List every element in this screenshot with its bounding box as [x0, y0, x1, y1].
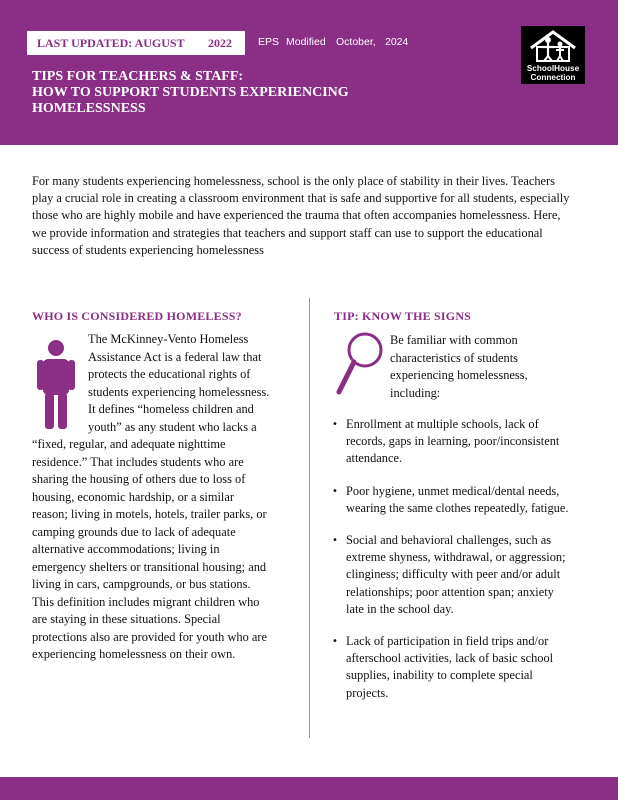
bullet-glyph: • — [332, 485, 338, 497]
eps-label: EPS — [258, 36, 280, 48]
signs-list — [318, 416, 574, 717]
title-line: TIPS FOR TEACHERS & STAFF: — [32, 69, 244, 84]
homeless-definition-text: The McKinney-Vento Homeless Assistance Act is a federal law that protects the educational rights of students experiencing homelessness. It defines “homeless children and youth” as any student who lacks a “fixed, regular, and adequate nighttime residence.” That includes students who are sharing the housing of others due to loss of housing, economic hardship, or a similar reason; living in motels, hotels, trailer parks, or camping grounds due to lack of adequate alternative accommodations; living in emergency shelters or transitional housing; and living in cars, campgrounds, or bus stations. This definition includes migrant children who are staying in these situations. Special protections also are provided for youth who are experiencing homelessness on their own. — [32, 332, 270, 661]
list-item — [318, 633, 574, 702]
homeless-definition-column — [32, 331, 272, 664]
section-heading-know-the-signs: TIP: KNOW THE SIGNS — [334, 309, 472, 323]
list-item-text: Lack of participation in field trips and/or afterschool activities, lack of basic school supplies, inability to complete special projects. — [346, 634, 554, 700]
bullet-glyph: • — [332, 419, 338, 430]
bullet-glyph: • — [332, 535, 338, 547]
last-updated-box — [27, 31, 245, 55]
list-item — [318, 532, 574, 618]
title-line: HOMELESSNESS — [32, 101, 146, 116]
list-item — [318, 416, 574, 468]
list-item-text: Enrollment at multiple schools, lack of records, gaps in learning, poor/inconsistent attendance. — [346, 417, 560, 466]
schoolhouse-connection-logo — [521, 26, 585, 84]
list-item-text: Social and behavioral challenges, such as extreme shyness, withdrawal, or aggression; clinginess; difficulty with peer and/or adult relationships; poor attention span; anxiety late in the school day. — [346, 533, 566, 616]
header-banner — [0, 0, 618, 145]
bullet-glyph: • — [332, 636, 338, 648]
footer-bar — [0, 777, 618, 800]
svg-text:Connection: Connection — [530, 73, 576, 82]
house-with-people-icon — [521, 26, 585, 84]
list-item-text: Poor hygiene, unmet medical/dental needs, wearing the same clothes repeatedly, fatigue. — [346, 483, 569, 515]
last-updated-year: 2022 — [208, 36, 232, 50]
column-divider — [309, 298, 310, 738]
last-updated-label: LAST UPDATED: AUGUST — [37, 36, 185, 50]
modified-year: 2024 — [385, 36, 409, 48]
title-line: HOW TO SUPPORT STUDENTS EXPERIENCING — [32, 85, 349, 100]
list-item — [318, 483, 574, 517]
magnifying-glass-icon — [334, 330, 386, 398]
modified-label: Modified — [286, 36, 326, 48]
modified-month: October, — [336, 36, 376, 48]
section-heading-who-is-homeless: WHO IS CONSIDERED HOMELESS? — [32, 309, 242, 323]
intro-paragraph: For many students experiencing homelessness, school is the only place of stability in their lives. Teachers play a crucial role in creating a classroom environment that is safe and supportive for all students, especially those who are highly mobile and have experienced the trauma that often accompanies homelessness. Here, we provide information and strategies that teachers and support staff can use to support the educational success of students experiencing homelessness — [32, 174, 570, 257]
signs-intro-text: Be familiar with common characteristics of students experiencing homelessness, including: — [390, 333, 528, 400]
page-title — [32, 69, 452, 117]
svg-text:SchoolHouse: SchoolHouse — [526, 64, 580, 73]
